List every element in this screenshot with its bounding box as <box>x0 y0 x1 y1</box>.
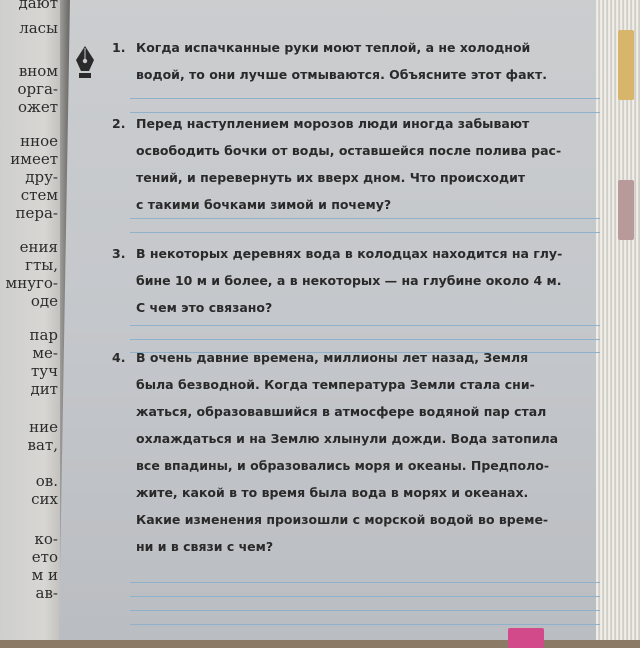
left-page-line: м и <box>31 566 58 584</box>
left-page-line: ов. <box>35 472 58 490</box>
left-page-line: орга- <box>17 80 58 98</box>
left-page-line: ват, <box>27 436 58 454</box>
pen-nib-icon <box>73 44 97 80</box>
left-page-line: ения <box>19 238 58 256</box>
question-text-line: тений, и перевернуть их вверх дном. Что происходит <box>136 170 526 185</box>
question-text-line: С чем это связано? <box>136 300 273 315</box>
question-text-line: жаться, образовавшийся в атмосфере водяной пар стал <box>136 404 547 419</box>
left-page-line: нное <box>20 132 58 150</box>
left-page-line: пар <box>29 326 58 344</box>
left-page-line: ко- <box>34 530 58 548</box>
question-text-line: была безводной. Когда температура Земли стала сни- <box>136 377 535 392</box>
page-edges <box>596 0 640 640</box>
question-text-line: освободить бочки от воды, оставшейся после полива рас- <box>136 143 562 158</box>
left-page-line: ме- <box>32 344 58 362</box>
bookmark-tab <box>618 30 634 100</box>
left-page-line: стем <box>20 186 58 204</box>
question-1 <box>112 34 547 88</box>
question-text-line: водой, то они лучше отмываются. Объясните этот факт. <box>136 67 547 82</box>
left-page-line: дают <box>18 0 58 12</box>
question-4 <box>112 344 559 560</box>
left-page-line: гты, <box>25 256 58 274</box>
question-number: 1. <box>112 40 126 55</box>
question-3 <box>112 240 563 321</box>
question-2 <box>112 110 562 218</box>
question-text-line: все впадины, и образовались моря и океаны. Предполо- <box>136 458 550 473</box>
question-text-line: Когда испачканные руки моют теплой, а не холодной <box>136 40 531 55</box>
question-text-line: В очень давние времена, миллионы лет назад, Земля <box>136 350 529 365</box>
question-number: 2. <box>112 116 126 131</box>
question-text-line: ни и в связи с чем? <box>136 539 274 554</box>
left-page-line: мнуго- <box>5 274 58 292</box>
left-page-line: оде <box>30 292 58 310</box>
left-page-line: вном <box>18 62 58 80</box>
question-text-line: бине 10 м и более, а в некоторых — на глубине около 4 м. <box>136 273 562 288</box>
question-text-line: В некоторых деревнях вода в колодцах находится на глу- <box>136 246 563 261</box>
question-text-line: жите, какой в то время была вода в морях и океанах. <box>136 485 529 500</box>
page-number-badge <box>508 628 544 648</box>
question-text-line: Перед наступлением морозов люди иногда забывают <box>136 116 530 131</box>
question-text-line: с такими бочками зимой и почему? <box>136 197 392 212</box>
left-page-line: пера- <box>15 204 58 222</box>
left-page-line: ав- <box>35 584 58 602</box>
left-page-line: ето <box>31 548 58 566</box>
left-page-line: дит <box>30 380 58 398</box>
left-page-line: ожет <box>17 98 58 116</box>
question-number: 4. <box>112 350 126 365</box>
left-page-line: дру- <box>25 168 58 186</box>
question-number: 3. <box>112 246 126 261</box>
left-page <box>0 0 64 640</box>
question-text-line: охлаждаться и на Землю хлынули дожди. Вода затопила <box>136 431 559 446</box>
left-page-line: туч <box>30 362 58 380</box>
question-text-line: Какие изменения произошли с морской водой во време- <box>136 512 549 527</box>
left-page-line: ние <box>29 418 58 436</box>
left-page-line: имеет <box>10 150 58 168</box>
left-page-line: ласы <box>19 19 58 37</box>
left-page-line: сих <box>31 490 58 508</box>
bookmark-tab <box>618 180 634 240</box>
